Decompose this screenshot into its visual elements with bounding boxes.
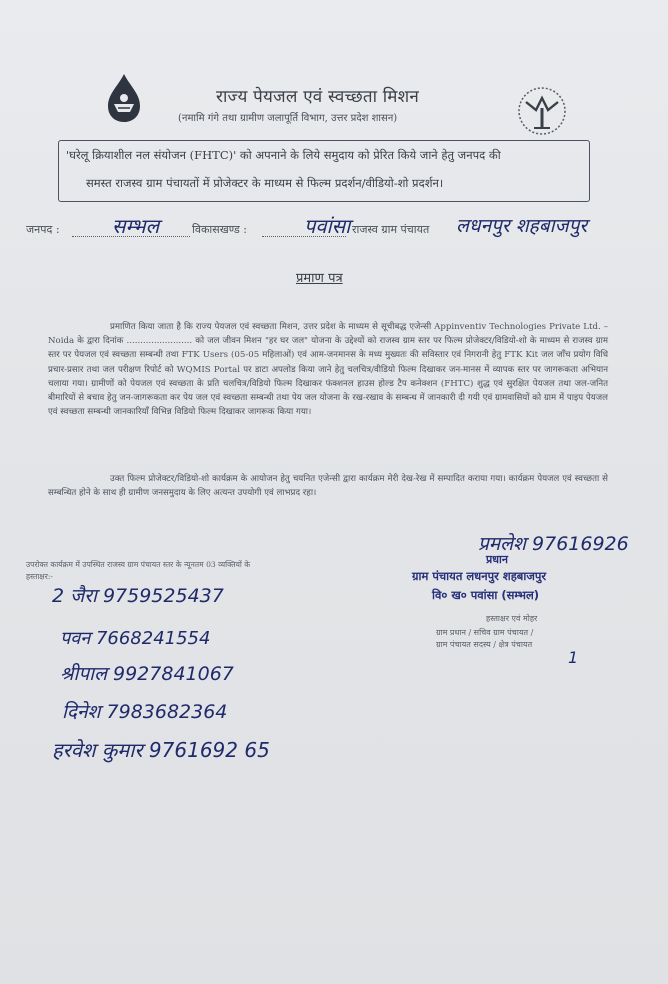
stamp-line-1: ग्राम पंचायत लधनपुर शहबाजपुर <box>412 569 547 583</box>
witness-note-line-2: हस्ताक्षर:- <box>26 572 53 581</box>
certificate-para-2: उक्त फिल्म प्रोजेक्टर/विडियो-शो कार्यक्रम के आयोजन हेतु चयनित एजेन्सी द्वारा कार्यक्रम मेरी देख-रेख में सम्पादित कराया गया। कार्यक्रम पेयजल एवं स्वच्छता से सम्बन्धित होने के साथ ही ग्रामीण जनसमुदाय के लिए अत्यन्त उपयोगी एवं लाभप्रद रहा। <box>48 474 608 499</box>
stamp-line-2: वि० ख० पवांसा (सम्भल) <box>432 588 540 602</box>
witness-entry: पवन 7668241554 <box>60 628 211 649</box>
certificate-para-1: प्रमाणित किया जाता है कि राज्य पेयजल एवं स्वच्छता मिशन, उत्तर प्रदेश के माध्यम से सूचीबद्ध एजेन्सी Appinventiv Technologies Private Ltd. – Noida के द्वारा दिनांक ........................ को जल जीवन मिशन "हर घर जल" योजना के उद्देश्यों को राजस्व ग्राम स्तर पर फिल्म प्रोजेक्टर/विडियो-शो के माध्यम से राजस्व ग्राम स्तर पर पेयजल एवं स्वच्छता सम्बन्धी तथा FTK Users (05-05 महिलाओं) एवं आम-जनमानस के मध्य मुख्यतः की सविस्तार एवं निगरानी हेतु FTK Kit जल जाँच प्रयोग विधि प्रचार-प्रसार तथा जल परीक्षण रिपोर्ट को WQMIS Portal पर डाटा अपलोड किया जाने हेतु चलचित्र/वीडियो फिल्म दिखाकर जन-मानस में व्यापक स्तर पर जागरूकता अभियान चलाया गया। ग्रामीणों को पेयजल एवं स्वच्छता के प्रति चलचित्र/विडियो फिल्म दिखाकर फंक्शनल हाउस होल्ड टैप कनेक्शन (FHTC) शुद्ध एवं सुरक्षित पेयजल तथा जल-जनित बीमारियों से बचाव हेतु जन-जागरूकता कर पेय जल एवं स्वच्छता सम्बन्धी तथा पेय जल योजना के रख-रखाव के सम्बन्ध में जानकारी दी गयी एवं ग्रामवासियों को ग्राम में पाइप पेयजल एवं स्वच्छता सम्बन्धी जानकारियाँ विभिन्न विडियो फिल्म दिखाकर जागरूक किया गया। <box>48 322 608 418</box>
district-label: जनपद : <box>26 223 60 236</box>
stamp-title: प्रधान <box>486 553 508 566</box>
sign-label: हस्ताक्षर एवं मोहर <box>486 614 538 623</box>
jal-jeevan-emblem-icon <box>512 84 572 138</box>
org-subtitle: (नमामि गंगे तथा ग्रामीण जलापूर्ति विभाग, उत्तर प्रदेश शासन) <box>178 113 398 124</box>
district-value: सम्भल <box>112 214 160 238</box>
witness-entry: श्रीपाल 9927841067 <box>60 663 234 685</box>
signatory-role-line-2: ग्राम पंचायत सदस्य / क्षेत्र पंचायत <box>436 640 533 649</box>
notice-line-2: समस्त राजस्व ग्राम पंचायतों में प्रोजेक्टर के माध्यम से फिल्म प्रदर्शन/वीडियो-शो प्रदर्शन। <box>86 176 444 190</box>
witness-entry: दिनेश 7983682364 <box>62 701 228 723</box>
certificate-body-1 <box>48 320 608 419</box>
org-title: राज्य पेयजल एवं स्वच्छता मिशन <box>216 87 419 107</box>
block-value: पवांसा <box>304 214 351 238</box>
block-label: विकासखण्ड : <box>192 223 248 236</box>
mission-logo-icon <box>100 72 148 128</box>
witness-note-line-1: उपरोक्त कार्यक्रम में उपस्थित राजस्व ग्राम पंचायत स्तर के न्यूनतम 03 व्यक्तियों के <box>26 560 251 569</box>
panchayat-value: लधनपुर शहबाजपुर <box>456 215 588 237</box>
certificate-title: प्रमाण पत्र <box>296 271 343 286</box>
signatory-handwritten: प्रमलेश 97616926 <box>478 533 629 555</box>
signatory-role-mark: 1 <box>568 648 579 667</box>
panchayat-label: राजस्व ग्राम पंचायत <box>352 223 430 236</box>
witness-entry: 2 जैरा 9759525437 <box>52 585 224 607</box>
notice-line-1: 'घरेलू क्रियाशील नल संयोजन (FHTC)' को अपनाने के लिये समुदाय को प्रेरित किये जाने हेतु जनपद की <box>66 148 501 162</box>
witness-entry: हरवेश कुमार 9761692 65 <box>52 738 270 762</box>
signatory-role-line-1: ग्राम प्रधान / सचिव ग्राम पंचायत / <box>436 628 534 637</box>
certificate-body-2 <box>48 472 608 500</box>
